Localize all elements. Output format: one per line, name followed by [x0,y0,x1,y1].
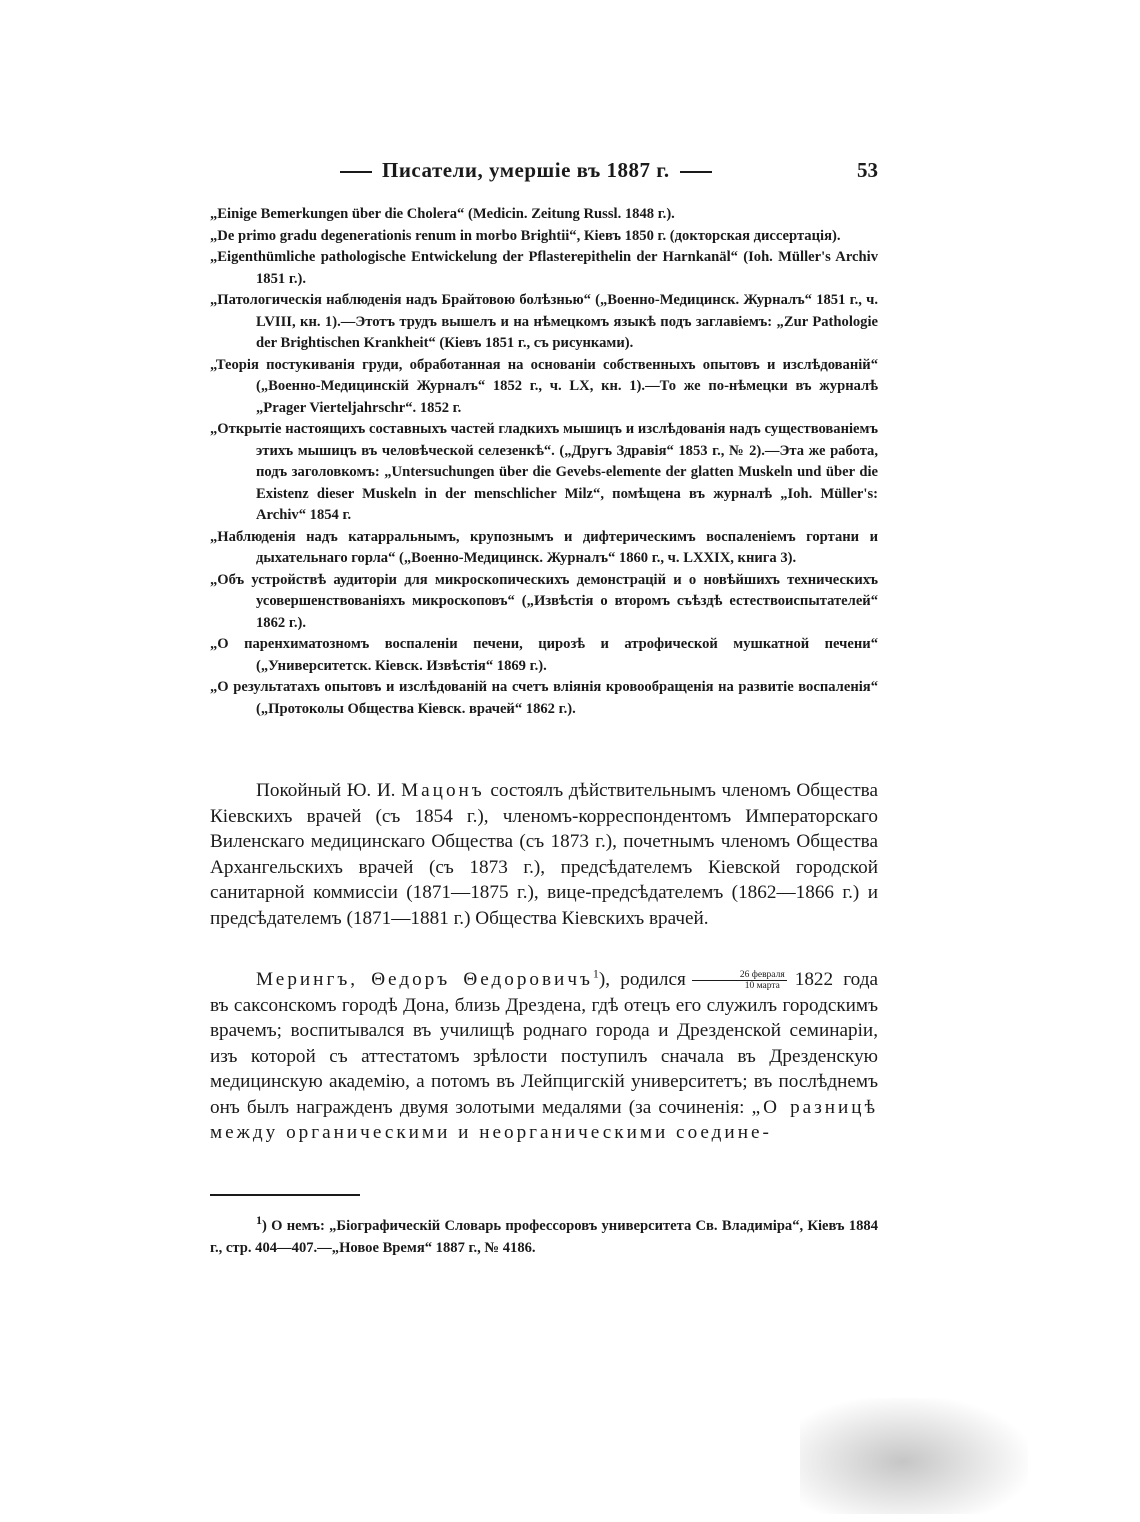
bibliography-entry: „Объ устройствѣ аудиторіи для микроскопическихъ демонстрацій и о новѣйшихъ техническихъ усовершенствованіяхъ микроскоповъ“ („Извѣстія о второмъ съѣздѣ естествоиспытателей“ 1862 г.). [210,571,878,631]
paragraph-mering [210,967,878,1146]
paragraph-lead: Покойный Ю. И. [256,780,402,801]
date-new-style: 10 марта [692,980,787,991]
page-number: 53 [857,158,878,182]
spaced-title: „О разницѣ между органическими и неорганическими соедине- [210,1096,878,1143]
running-title-text: Писатели, умершіе въ 1887 г. [382,158,670,182]
bibliography-entry: „Eigenthümliche pathologische Entwickelung der Pflasterepithelin der Harnkanäl“ (Ioh. Müller's Archiv 1851 г.). [210,249,878,287]
person-name: Мерингъ, Θедоръ Θедоровичъ [256,969,593,990]
bibliography-entry: „О паренхиматозномъ воспаленіи печени, цирозѣ и атрофической мушкатной печени“ („Университетск. Кіевск. Извѣстія“ 1869 г.). [210,636,878,674]
bibliography-list [210,204,878,720]
header-dash-left [340,171,372,173]
born-text: ), родился [598,969,686,990]
date-old-style: 26 февраля [739,970,785,981]
bibliography-entry: „Einige Bemerkungen über die Cholera“ (Medicin. Zeitung Russl. 1848 г.). [210,206,675,222]
footnote [210,1213,878,1259]
paragraph-text: состоялъ дѣйствительнымъ членомъ Общества Кіевскихъ врачей (съ 1854 г.), членомъ-корреспондентомъ Императорскаго Виленскаго медицинскаго Общества (съ 1873 г.), почетнымъ членомъ Общества Архангельскихъ врачей (съ 1873 г.), предсѣдателемъ Кіевской городской санитарной коммиссіи (1871—1875 г.), вице-предсѣдателемъ (1862—1866 г.) и предсѣдателемъ (1871—1881 г.) Общества Кіевскихъ врачей. [210,780,878,929]
person-name: Мацонъ [401,780,485,801]
birth-year: 1822 [794,969,834,990]
header-dash-right [680,171,712,173]
bibliography-entry: „Наблюденія надъ катарральнымъ, крупознымъ и дифтерическимъ воспаленіемъ гортани и дыхательнаго горла“ („Военно-Медицинск. Журналъ“ 1860 г., ч. LXXIX, книга 3). [210,528,878,566]
footnote-reference: 1 [592,966,599,981]
birth-date-fraction [692,970,787,991]
bibliography-entry: „О результатахъ опытовъ и изслѣдованій на счетъ вліянія кровообращенія на развитіе воспаленія“ („Протоколы Общества Кіевск. врачей“ 1862 г.). [210,679,878,717]
footnote-mark: 1 [256,1213,262,1228]
running-title [330,158,722,183]
bibliography-entry: „Открытіе настоящихъ составныхъ частей гладкихъ мышицъ и изслѣдованія надъ существованіемъ этихъ мышицъ въ человѣческой селезенкѣ“. („Другъ Здравія“ 1853 г., № 2).—Эта же работа, подъ заголовкомъ: „Untersuchungen über die Gevebs-elemente der glatten Muskeln und über die Existenz dieser Muskeln in der menschlicher Milz“, помѣщена въ журналѣ „Ioh. Müller's: Archiv“ 1854 г. [210,421,878,523]
running-header [210,158,880,188]
library-stamp-smudge [800,1398,1028,1514]
footnote-text: ) О немъ: „Біографическій Словарь профессоровъ университета Св. Владиміра“, Кіевъ 1884 г., стр. 404—407.—„Новое Время“ 1887 г., № 4186. [210,1218,878,1256]
paragraph-matson [210,778,878,931]
bibliography-entry: „De primo gradu degenerationis renum in morbo Brightii“, Кіевъ 1850 г. (докторская диссертація). [210,227,841,244]
paragraph-text: года въ саксонскомъ городѣ Дона, близь Дрездена, гдѣ отецъ его служилъ городскимъ врачемъ; воспитывался въ училищѣ роднаго города и Дрезденской семинаріи, изъ которой съ аттестатомъ зрѣлости поступилъ сначала въ Дрезденскую медицинскую академію, а потомъ въ Лейпцигскій университетъ; въ послѣднемъ онъ былъ награжденъ двумя золотыми медалями (за сочиненія: [210,969,878,1118]
footnote-rule [210,1194,360,1196]
bibliography-entry: „Патологическія наблюденія надъ Брайтовою болѣзнью“ („Военно-Медицинск. Журналъ“ 1851 г., ч. LVIII, кн. 1).—Этотъ трудъ вышелъ и на нѣмецкомъ языкѣ подъ заглавіемъ: „Zur Pathologie der Brightischen Krankheit“ (Кіевъ 1851 г., съ рисунками). [210,292,878,351]
bibliography-entry: „Теорія постукиванія груди, обработанная на основаніи собственныхъ опытовъ и изслѣдованій“ („Военно-Медицинскій Журналъ“ 1852 г., ч. LX, кн. 1).—То же по-нѣмецки въ журналѣ „Prager Vierteljahrschr“. 1852 г. [210,356,878,416]
